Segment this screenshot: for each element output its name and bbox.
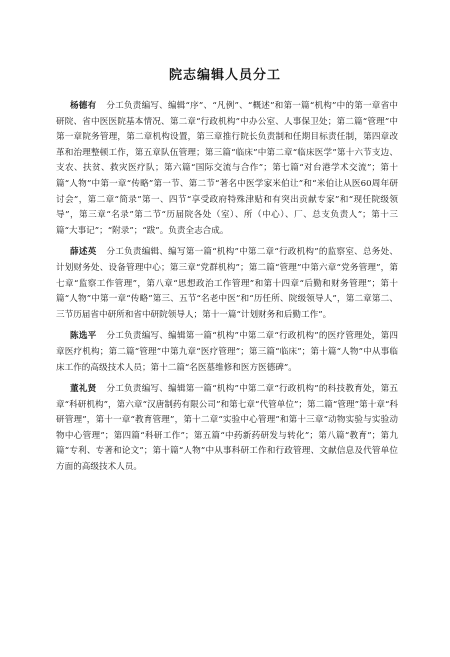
document-body — [56, 99, 398, 482]
entry-text: 分工负责编写、编辑第一篇“机构”中第二章“行政机构”的科技教育处，第五章“科研机构”，第六章“汉唐制药有限公司”和第七章“代管单位”；第二篇“管理”第十章“科研管理”，第十一章“教育管理”，第十二章“实验中心管理”和第十三章“动物实验与实验动物中心管理”；第四篇“科研工作”；第五篇“中药新药研发与转化”；第八篇“教育”；第九篇“专利、专著和论文”；第十篇“人物”中从事科研工作和行政管理、文献信息及代管单位方面的高级技术人员。 — [56, 384, 398, 473]
entry-paragraph — [56, 245, 398, 323]
entry-paragraph — [56, 382, 398, 476]
entry-text: 分工负责编写、编辑第一篇“机构”中第二章“行政机构”的医疗管理处，第四章医疗机构；第二篇“管理”中第九章“医疗管理”；第三篇“临床”；第十篇“人物”中从事临床工作的高级技术人员；第十二篇“名医墓维修和医方医德碑”。 — [56, 331, 398, 373]
page-title: 院志编辑人员分工 — [168, 68, 281, 83]
entry-text: 分工负责编写、编辑“序”、“凡例”、“概述”和第一篇“机构”中的第一章省中研院、省中医医院基本情况、第二章“行政机构”中办公室、人事保卫处；第二篇“管理”中第一章院务管理，第二章机构设置，第三章推行院长负责制和任期目标责任制，第四章改革和治理整顿工作，第五章队伍管理；第三篇“临床”中第二章“临床医学”第十六节支边、支农、扶贫、救灾医疗队；第六篇“国际交流与合作”；第七篇“对台港学术交流”；第十篇“人物”中第一章“传略”第一节、第二节“著名中医学家米伯让”和“米伯让从医60周年研讨会”，第二章“简录”第一、四节“享受政府特殊津贴和有突出贡献专家”和“现任院级领导”，第三章“名录”第二节“历届院各处（室）、所（中心）、厂、总支负责人”；第十三篇“大事记”；“附录”；“跋”。负责全志合成。 — [56, 101, 398, 236]
editor-name: 薛述英 — [70, 247, 97, 258]
editor-name: 陈选平 — [70, 331, 97, 342]
editor-name: 杨德有 — [70, 101, 97, 111]
entry-paragraph — [56, 99, 398, 239]
entry-paragraph — [56, 329, 398, 376]
entry-text: 分工负责编辑、编写第一篇“机构”中第二章“行政机构”的监察室、总务处、计划财务处、设备管理中心；第三章“党群机构”；第二篇“管理”中第六章“党务管理”，第七章“监察工作管理”，第八章“思想政治工作管理”和第十四章“后勤和财务管理”；第十篇“人物”中第一章“传略”第三、五节“名老中医”和“历任所、院级领导人”，第二章第二、三节历届省中研所和省中研院领导人；第十一篇“计划财务和后勤工作”。 — [56, 247, 398, 320]
editor-name: 董礼贤 — [70, 384, 97, 395]
